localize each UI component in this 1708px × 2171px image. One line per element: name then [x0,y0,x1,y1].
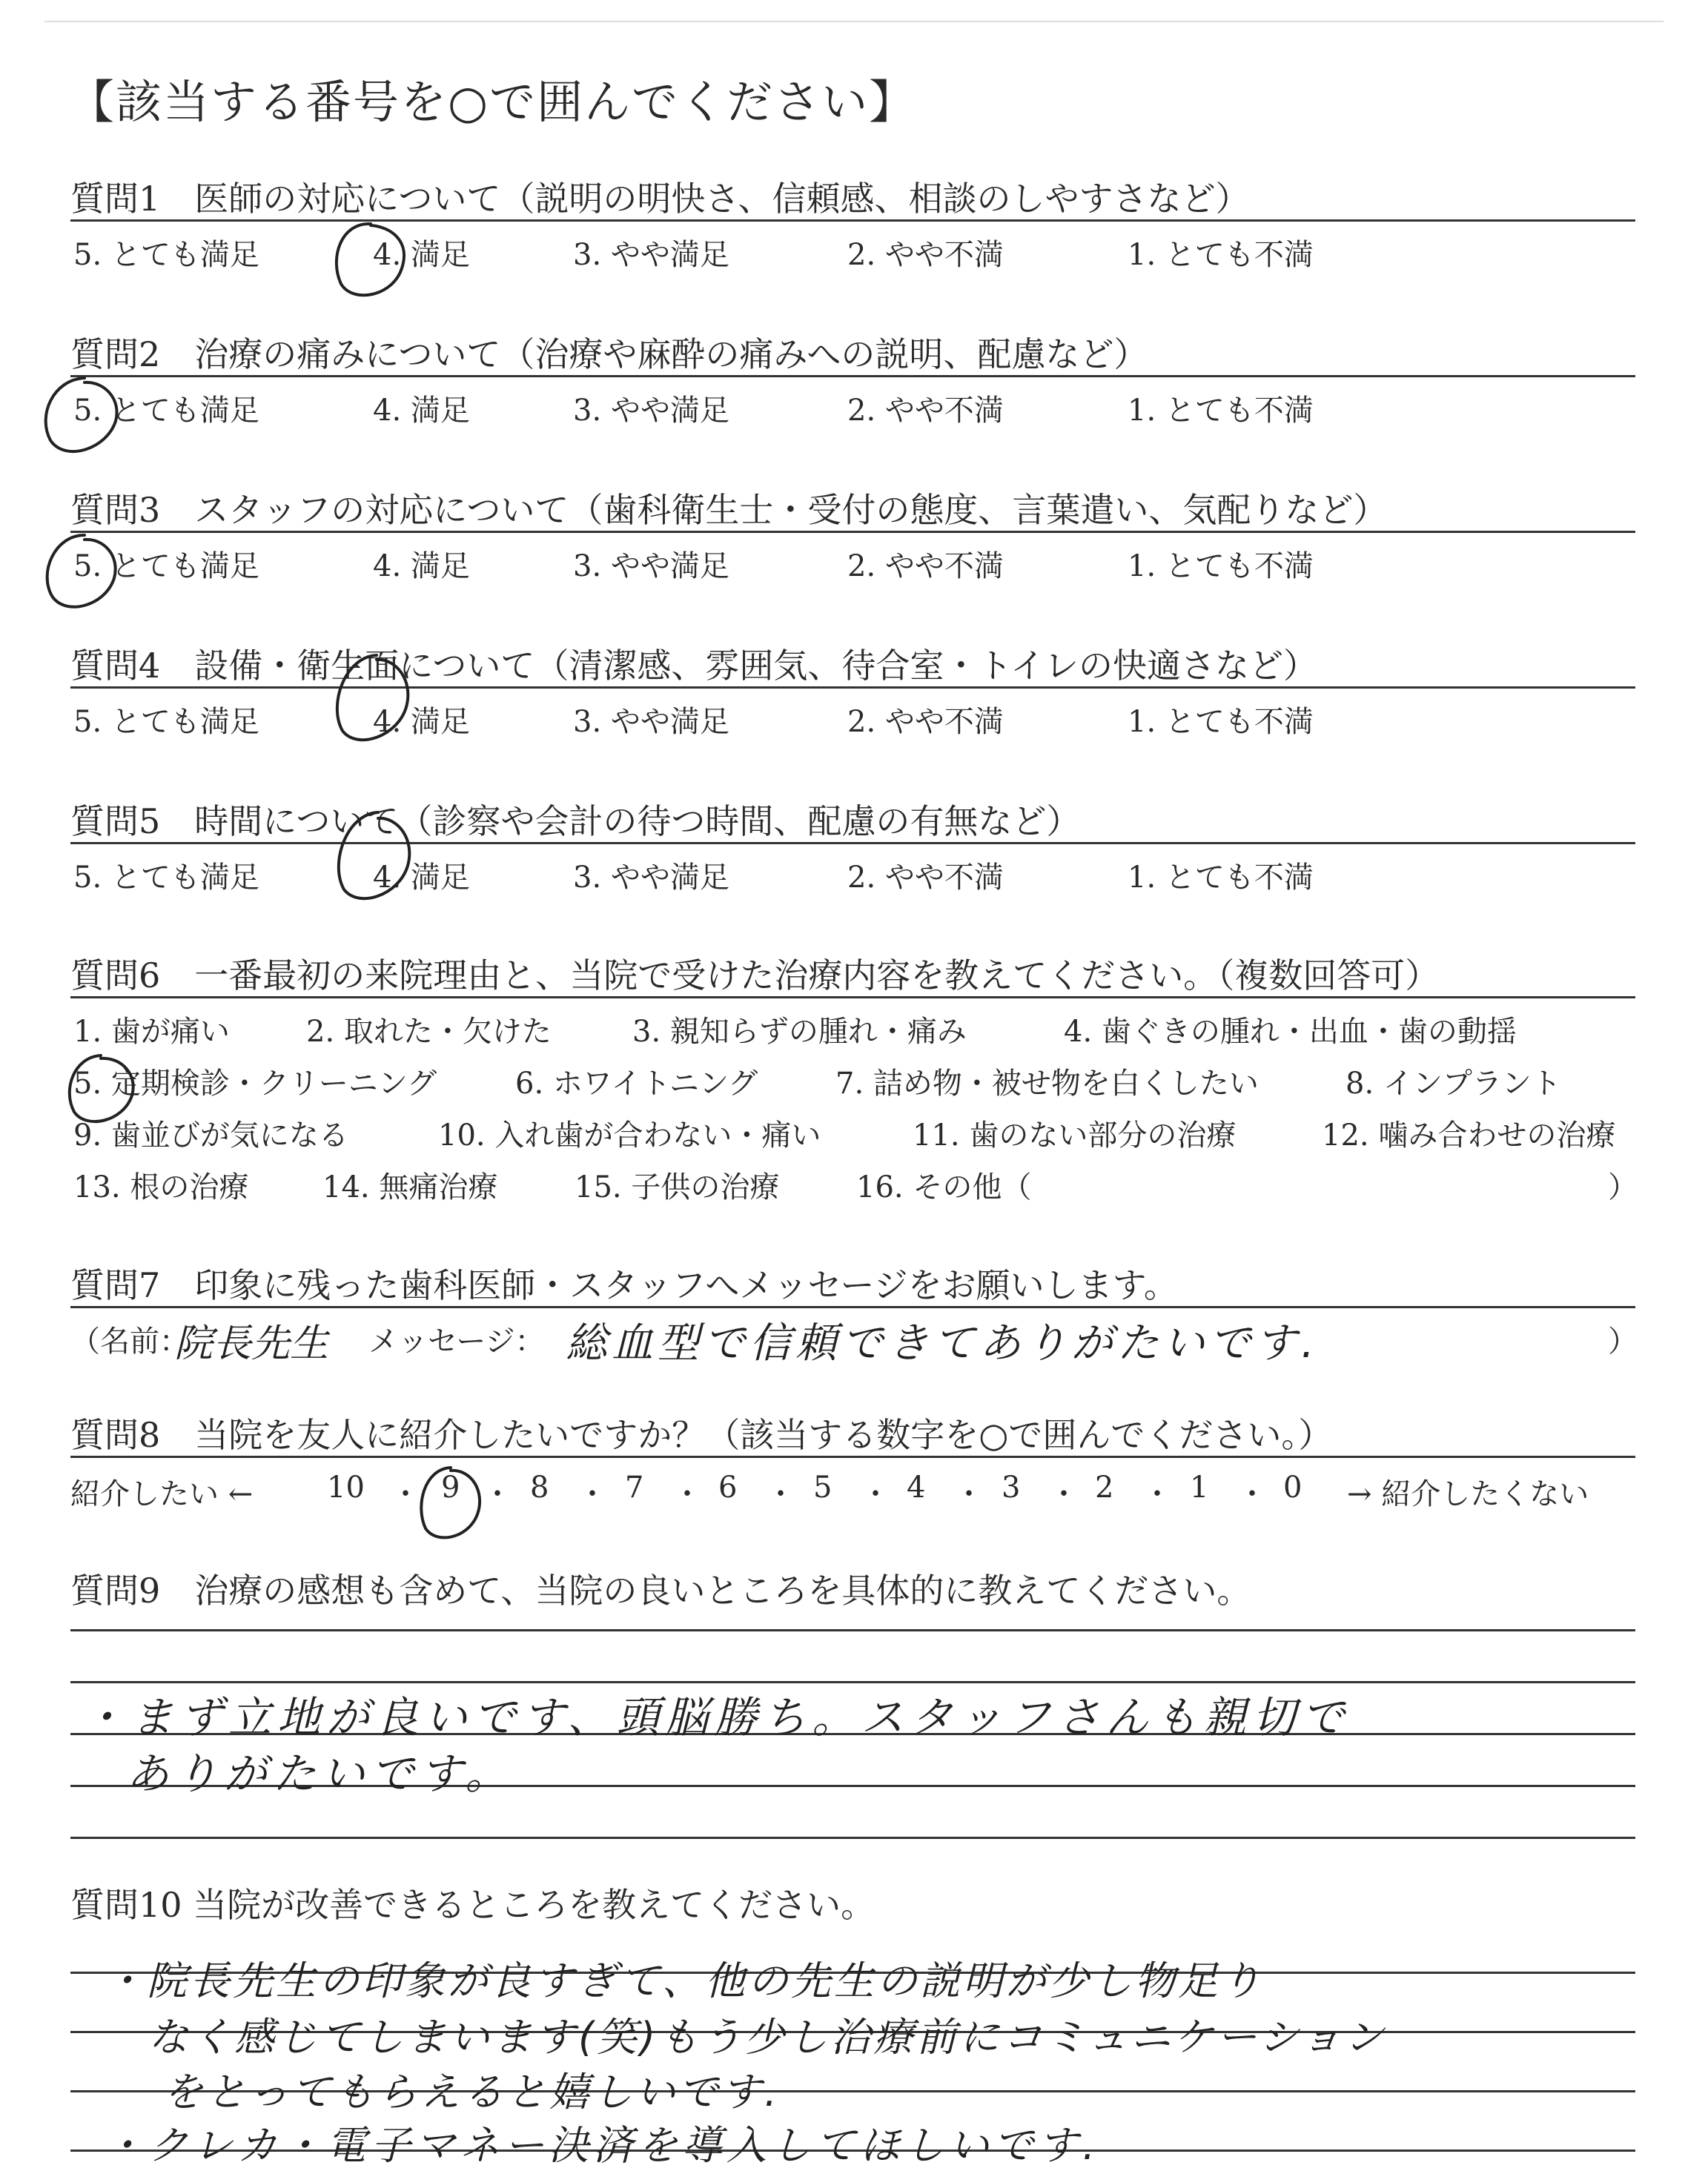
q7-close: ） [1608,1325,1638,1359]
q8-separator: ・ [1237,1477,1267,1511]
q6-option-3[interactable]: 3. 親知らずの腫れ・痛み [632,1015,967,1049]
option-5[interactable]: 5. とても満足 [73,549,259,583]
question-3 [70,483,1635,583]
option-3[interactable]: 3. やや満足 [573,549,729,583]
selection-circle [30,369,133,465]
question-2 [70,328,1635,428]
q6-option-15[interactable]: 15. 子供の治療 [575,1170,780,1204]
option-1[interactable]: 1. とても不満 [1128,705,1314,739]
q6-other-close: ） [1608,1170,1638,1204]
question-label: 質問7 印象に残った歯科医師・スタッフへメッセージをお願いします。 [70,1265,1178,1305]
q8-separator: ・ [766,1477,795,1511]
q8-separator: ・ [391,1477,420,1511]
answer-rule [70,1837,1635,1839]
q8-scale-0[interactable]: 0 [1283,1471,1302,1505]
option-4[interactable]: 4. 満足 [373,861,470,895]
option-1[interactable]: 1. とても不満 [1128,861,1314,895]
option-3[interactable]: 3. やや満足 [573,238,729,272]
q9-answer-line-2[interactable]: ありがたいです。 [126,1749,514,1799]
q8-separator: ・ [954,1477,984,1511]
q8-separator: ・ [483,1477,512,1511]
question-label: 質問3 スタッフの対応について（歯科衛生士・受付の態度、言葉遣い、気配りなど） [70,490,1388,530]
q6-option-5[interactable]: 5. 定期検診・クリーニング [73,1067,437,1101]
scan-edge [44,21,1664,22]
option-4[interactable]: 4. 満足 [373,394,470,428]
selection-circle [320,643,424,755]
answer-rule [70,1629,1635,1631]
q6-option-2[interactable]: 2. 取れた・欠けた [306,1015,552,1049]
q8-right-label: → 紹介したくない [1347,1477,1589,1511]
question-9 [70,1564,1635,1611]
option-1[interactable]: 1. とても不満 [1128,549,1314,583]
selection-circle [405,1460,494,1549]
question-label: 質問5 時間について（診察や会計の待つ時間、配慮の有無など） [70,801,1081,841]
q6-option-9[interactable]: 9. 歯並びが気になる [73,1118,348,1153]
q7-message-value[interactable]: 総血型で信頼できてありがたいです. [566,1319,1319,1368]
q10-answer-line-3[interactable]: をとってもらえると嬉しいです. [163,2069,781,2115]
selection-circle [30,525,133,621]
question-label: 質問8 当院を友人に紹介したいですか？（該当する数字を○で囲んでください。） [70,1415,1333,1455]
q8-separator: ・ [577,1477,607,1511]
selection-circle [320,801,424,912]
q8-separator: ・ [861,1477,890,1511]
q7-name-label: （名前： [70,1325,189,1359]
q7-message-label: メッセージ： [368,1325,545,1359]
q6-option-14[interactable]: 14. 無痛治療 [322,1170,498,1204]
q6-option-8[interactable]: 8. インプラント [1345,1067,1561,1101]
option-4[interactable]: 4. 満足 [373,705,470,739]
q8-scale-1[interactable]: 1 [1190,1471,1209,1505]
q6-option-4[interactable]: 4. 歯ぐきの腫れ・出血・歯の動揺 [1064,1015,1517,1049]
question-label: 質問9 治療の感想も含めて、当院の良いところを具体的に教えてください。 [70,1571,1251,1611]
question-4 [70,639,1635,739]
option-5[interactable]: 5. とても満足 [73,705,259,739]
question-label: 質問2 治療の痛みについて（治療や麻酔の痛みへの説明、配慮など） [70,334,1148,374]
question-7 [70,1259,1638,1368]
q6-option-1[interactable]: 1. 歯が痛い [73,1015,230,1049]
q6-option-6[interactable]: 6. ホワイトニング [515,1067,758,1101]
q6-option-10[interactable]: 10. 入れ歯が合わない・痛い [438,1118,821,1153]
q6-option-7[interactable]: 7. 詰め物・被せ物を白くしたい [835,1067,1259,1101]
q8-scale-10[interactable]: 10 [327,1471,365,1505]
q8-scale-3[interactable]: 3 [1002,1471,1021,1505]
option-3[interactable]: 3. やや満足 [573,861,729,895]
q9-answer-line-1[interactable]: ・まず立地が良いです、頭脳勝ち。スタッフさんも親切で [82,1692,1351,1743]
option-3[interactable]: 3. やや満足 [573,394,729,428]
q6-option-12[interactable]: 12. 噛み合わせの治療 [1322,1118,1616,1153]
question-label: 質問1 医師の対応について（説明の明快さ、信頼感、相談のしやすさなど） [70,179,1250,219]
question-8 [70,1408,1635,1519]
q8-scale-9[interactable]: 9 [441,1471,460,1505]
q10-answer-line-2[interactable]: なく感じてしまいます(笑)もう少し治療前にコミュニケーション [148,2014,1387,2061]
option-2[interactable]: 2. やや不満 [847,705,1004,739]
q8-separator: ・ [672,1477,702,1511]
q6-option-13[interactable]: 13. 根の治療 [73,1170,249,1204]
option-2[interactable]: 2. やや不満 [847,394,1004,428]
question-1 [70,172,1635,272]
q7-name-value[interactable]: 院長先生 [174,1322,329,1366]
q10-answer-line-4[interactable]: ・クレカ・電子マネー決済を導入してほしいです. [104,2122,1100,2169]
option-2[interactable]: 2. やや不満 [847,238,1004,272]
question-10 [70,1878,1635,1923]
q8-left-label: 紹介したい ← [70,1477,254,1511]
option-5[interactable]: 5. とても満足 [73,394,259,428]
question-label: 質問6 一番最初の来院理由と、当院で受けた治療内容を教えてください。（複数回答可） [70,955,1440,995]
option-2[interactable]: 2. やや不満 [847,861,1004,895]
option-5[interactable]: 5. とても満足 [73,238,259,272]
q10-answer-line-1[interactable]: ・院長先生の印象が良すぎて、他の先生の説明が少し物足り [104,1958,1264,2004]
q8-scale-2[interactable]: 2 [1095,1471,1114,1505]
selection-circle [319,213,423,310]
question-5 [70,795,1635,895]
q6-option-11[interactable]: 11. 歯のない部分の治療 [913,1118,1237,1153]
q8-separator: ・ [1049,1477,1079,1511]
selection-circle [55,1047,151,1136]
option-1[interactable]: 1. とても不満 [1128,394,1314,428]
question-label: 質問10 当院が改善できるところを教えてください。 [70,1885,875,1925]
option-1[interactable]: 1. とても不満 [1128,238,1314,272]
option-3[interactable]: 3. やや満足 [573,705,729,739]
q8-separator: ・ [1142,1477,1172,1511]
option-4[interactable]: 4. 満足 [373,238,470,272]
option-2[interactable]: 2. やや不満 [847,549,1004,583]
option-5[interactable]: 5. とても満足 [73,861,259,895]
page-title: 【該当する番号を○で囲んでください】 [68,75,917,129]
q8-scale-8[interactable]: 8 [530,1471,549,1505]
q8-scale-4[interactable]: 4 [907,1471,926,1505]
question-label: 質問4 設備・衛生面について（清潔感、雰囲気、待合室・トイレの快適さなど） [70,646,1318,686]
q8-scale-6[interactable]: 6 [718,1471,738,1505]
q8-scale-5[interactable]: 5 [813,1471,833,1505]
question-6 [70,949,1638,1204]
option-4[interactable]: 4. 満足 [373,549,470,583]
q6-option-16[interactable]: 16. その他（ [856,1170,1032,1204]
q8-scale-7[interactable]: 7 [625,1471,644,1505]
